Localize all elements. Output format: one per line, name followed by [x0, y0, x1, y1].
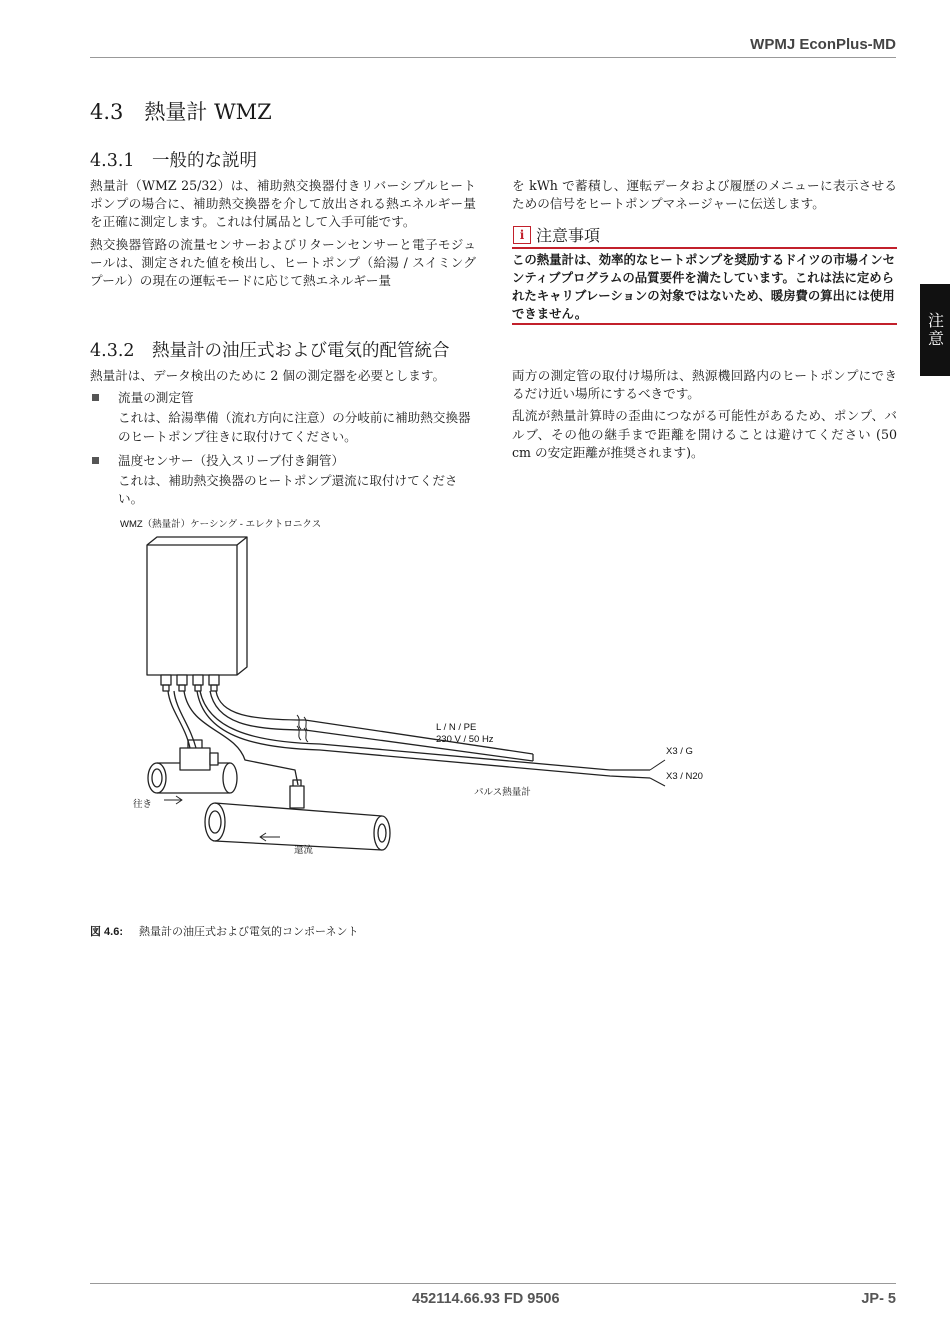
measurement-list: [90, 389, 476, 407]
pulse-cable: [200, 691, 650, 770]
info-icon: i: [513, 226, 531, 244]
section-heading-4-3: 4.3 熱量計 WMZ: [90, 100, 272, 124]
section-4-3-2-left-column: [90, 367, 476, 514]
figure-caption: [90, 923, 358, 939]
page-number: JP- 5: [861, 1291, 896, 1307]
flow-measuring-tube: [148, 740, 237, 793]
power-label-1: L / N / PE: [436, 722, 477, 733]
heat-meter-diagram: [90, 530, 740, 870]
note-header: [512, 223, 897, 249]
document-title: WPMJ EconPlus-MD: [750, 36, 896, 53]
document-number: 452114.66.93 FD 9506: [412, 1291, 560, 1307]
paragraph: 熱量計（WMZ 25/32）は、補助熱交換器付きリバーシブルヒートポンプの場合に、補助熱交換器を介して放出される熱エネルギー量を正確に測定します。これは付属品として入手可能です。: [90, 178, 476, 230]
bullet-square-icon: [92, 394, 99, 401]
cable-glands: [161, 675, 219, 691]
power-label-2: 230 V / 50 Hz: [436, 734, 494, 745]
paragraph: 熱量計は、データ検出のために 2 個の測定器を必要とします。: [90, 368, 446, 383]
note-title: 注意事項: [536, 226, 601, 246]
list-item-text: これは、給湯準備（流れ方向に注意）の分岐前に補助熱交換器のヒートポンプ往きに取付けてください。: [118, 410, 471, 444]
header-divider: [90, 57, 896, 58]
bullet-square-icon: [92, 457, 99, 464]
supply-label: 往き: [133, 799, 153, 810]
pulse-meter-label: パルス熱量計: [474, 787, 531, 798]
section-4-3-1-left-column: [90, 177, 476, 294]
note-box: [512, 223, 897, 325]
paragraph: を kWh で蓄積し、運転データおよび履歴のメニューに表示させるための信号をヒートポンプマネージャーに伝送します。: [512, 178, 897, 212]
list-item: 温度センサー（投入スリーブ付き銅管）: [90, 452, 476, 470]
list-item: 流量の測定管: [90, 389, 476, 407]
note-body: この熱量計は、効率的なヒートポンプを奨励するドイツの市場インセンティブプログラムの品質要件を満たしています。これは法に定められたキャリブレーションの対象ではないため、暖房費の算出には使用できません。: [512, 249, 897, 325]
section-4-3-1-right-column: [512, 177, 897, 325]
figure-title: WMZ（熱量計）ケーシング - エレクトロニクス: [120, 519, 322, 530]
electronics-housing: [147, 537, 247, 675]
terminal-x3-n20-label: X3 / N20: [666, 771, 703, 782]
section-heading-4-3-2: 4.3.2 熱量計の油圧式および電気的配管統合: [90, 341, 450, 361]
caption-text: 熱量計の油圧式および電気的コンポーネント: [139, 925, 359, 938]
measurement-list: [90, 452, 476, 470]
caption-number: 図 4.6:: [90, 926, 124, 938]
supply-flow-arrow: [164, 796, 182, 804]
section-heading-4-3-1: 4.3.1 一般的な説明: [90, 151, 258, 171]
return-label: 還流: [294, 845, 314, 856]
list-item-text: これは、補助熱交換器のヒートポンプ還流に取付けてください。: [118, 473, 458, 507]
paragraph: 両方の測定管の取付け場所は、熱源機回路内のヒートポンプにできるだけ近い場所にするべきです。: [512, 368, 897, 402]
return-flow-arrow: [260, 833, 280, 841]
paragraph: 乱流が熱量計算時の歪曲につながる可能性があるため、ポンプ、バルブ、その他の継手まで距離を開けることは避けてください (50 cm の安定距離が推奨されます)。: [512, 408, 897, 460]
side-tab: 注意: [920, 284, 950, 376]
section-4-3-2-right-column: [512, 367, 897, 466]
paragraph: 熱交換器管路の流量センサーおよびリターンセンサーと電子モジュールは、測定された値を検出し、ヒートポンプ（給湯 / スイミングプール）の現在の運転モードに応じて熱エネルギー量: [90, 236, 476, 289]
terminal-x3-g-label: X3 / G: [666, 746, 693, 757]
footer-divider: [90, 1283, 896, 1284]
